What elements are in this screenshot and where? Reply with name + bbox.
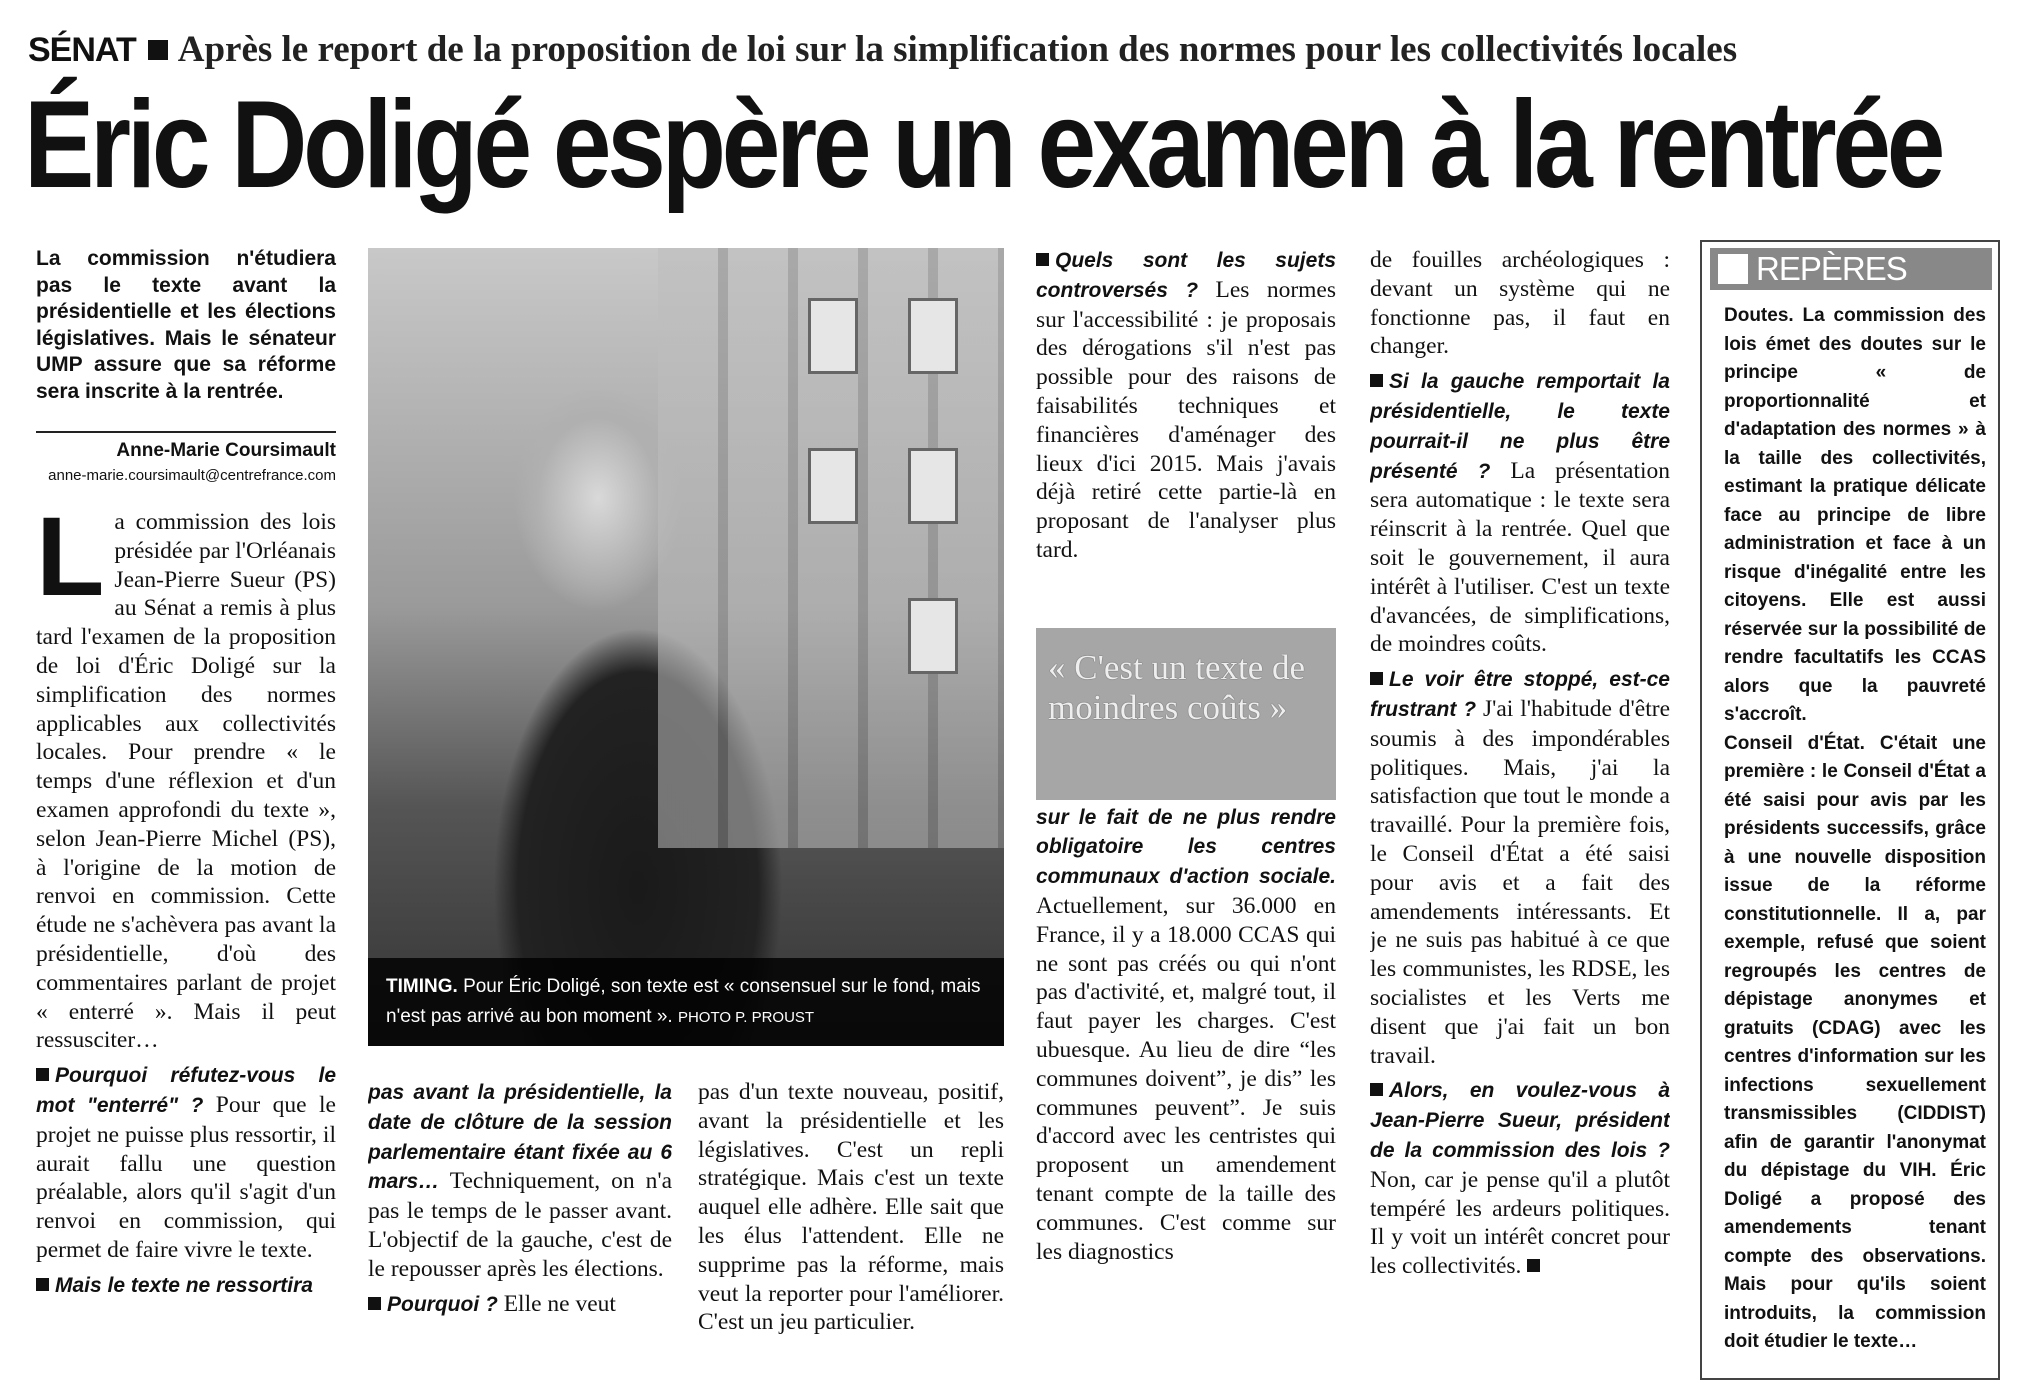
question: Mais le texte ne ressortira xyxy=(55,1273,313,1297)
column-2 xyxy=(368,1078,672,1384)
question-block xyxy=(1370,665,1670,1070)
bullet-square-icon xyxy=(1370,1083,1383,1096)
reperes-box xyxy=(1700,240,2000,1380)
question-block xyxy=(1370,1076,1670,1281)
question: Pourquoi ? xyxy=(387,1292,498,1316)
answer: Actuellement, sur 36.000 en France, il y a 18.000 CCAS qui ne sont pas créés ou qui n'ont pas d'activité, et, malgré tout, il faut payer les charges. C'est ubuesque. Au lieu de dire “les communes doivent”, je dis” les communes peuvent”. Je suis d'accord avec les centristes qui proposent un amendement tenant compte de la taille des communes. C'est comme sur les diagnostics xyxy=(1036,892,1336,1265)
question: Le voir être stoppé, est-ce frustrant ? xyxy=(1370,668,1670,721)
reperes-header xyxy=(1710,248,1992,290)
photo-window xyxy=(808,448,858,524)
reperes-text: La commission des lois émet des doutes sur le principe « de proportionnalité et d'adaptation des normes » à la taille des collectivités, estimant la pratique délicate face au principe de libre administration et face à un risque d'inégalité entre les citoyens. Elle est aussi réservée sur la possibilité de rendre facultatifs les CCAS alors que la pauvreté s'accroît. xyxy=(1724,305,1986,725)
white-square-icon xyxy=(1718,254,1748,284)
answer: La présentation sera automatique : le texte sera réinscrit à la rentrée. Quel que soit le gouvernement, il aura intérêt à l'utiliser. C'est un texte d'avancées, de simplifications, de moindres coûts. xyxy=(1370,457,1670,658)
author-divider xyxy=(36,431,336,433)
reperes-body xyxy=(1724,302,1986,1372)
chapeau: La commission n'étudiera pas le texte avant la présidentielle et les élections législatives. Mais le sénateur UMP assure que sa réforme sera inscrite à la rentrée. xyxy=(36,247,336,403)
answer: de fouilles archéologiques : devant un système qui ne fonctionne pas, il faut en changer. xyxy=(1370,247,1670,360)
reperes-text: C'était une première : le Conseil d'État a été saisi pour avis par les présidents successifs, grâce à une nouvelle disposition issue de la réforme constitutionnelle. Il a, par exemple, refusé que soient regroupés les centres de dépistage anonymes et gratuits (CDAG) avec les centres d'information sur les infections sexuellement transmissibles (CIDDIST) afin de garantir l'anonymat du dépistage du VIH. Éric Doligé a proposé des amendements tenant compte des observations. Mais pour qu'ils soient introduits, la commission doit étudier le texte… xyxy=(1724,732,1986,1352)
bullet-square-icon xyxy=(1370,374,1383,387)
author-email: anne-marie.coursimault@centrefrance.com xyxy=(48,467,336,484)
photo-window xyxy=(908,298,958,374)
reperes-label: Doutes. xyxy=(1724,305,1794,326)
photo-caption xyxy=(368,958,1004,1046)
column-3 xyxy=(698,1078,1004,1384)
question-block xyxy=(368,1290,672,1320)
kicker-text: Après le report de la proposition de loi sur la simplification des normes pour les collectivités locales xyxy=(177,29,1738,70)
caption-label: TIMING. xyxy=(386,976,458,997)
caption-text: Pour Éric Doligé, son texte est « consensuel sur le fond, mais n'est pas arrivé au bon moment ». xyxy=(386,976,981,1027)
answer: Les normes sur l'accessibilité : je proposais des dérogations s'il n'est pas possible pour des raisons de faisabilités techniques et financières d'aménager des lieux d'ici 2015. Mais j'avais déjà retiré cette partie-là en proposant de l'analyser plus tard. xyxy=(1036,276,1336,563)
question: pas avant la présidentielle, la date de clôture de la session parlementaire étant fixée au 6 mars… xyxy=(368,1081,672,1194)
answer: Techniquement, on n'a pas le temps de le passer avant. L'objectif de la gauche, c'est de le repousser après les élections. xyxy=(368,1168,672,1282)
column-5 xyxy=(1370,246,1670,1384)
reperes-label: Conseil d'État. xyxy=(1724,732,1865,754)
bullet-square-icon xyxy=(148,40,168,60)
question-block xyxy=(1036,773,1336,1267)
answer: Non, car je pense qu'il a plutôt tempéré les ardeurs politiques. Il y voit un intérêt concret pour les collectivités. xyxy=(1370,1166,1670,1280)
question: sur le fait de ne plus rendre obligatoire les centres communaux d'action sociale. xyxy=(1036,805,1336,889)
end-mark-icon xyxy=(1527,1259,1540,1272)
bullet-square-icon xyxy=(36,1278,49,1291)
photo-window xyxy=(808,298,858,374)
pull-quote: « C'est un texte de moindres coûts » xyxy=(1036,628,1336,800)
photo-window xyxy=(908,598,958,674)
bullet-square-icon xyxy=(1036,253,1049,266)
column-4 xyxy=(1036,246,1336,1384)
lead-paragraph: La commission des lois présidée par l'Orléanais Jean-Pierre Sueur (PS) au Sénat a remis à plus tard l'examen de la proposition de loi d'Éric Doligé sur la simplification des normes applicables aux collectivités locales. Pour prendre « le temps d'une réflexion et d'un examen approfondi du texte », selon Jean-Pierre Michel (PS), à l'origine de la motion de renvoi en commission. Cette étude ne s'achèvera pas avant la présidentielle, d'où des commentaires parlant de projet « enterré ». Mais il peut ressusciter… xyxy=(36,508,336,1054)
question-block xyxy=(1370,367,1670,659)
answer: Elle ne veut xyxy=(503,1290,616,1317)
question-block xyxy=(36,1061,336,1265)
bullet-square-icon xyxy=(1370,672,1383,685)
question-block xyxy=(36,1271,336,1301)
section-label: SÉNAT xyxy=(28,31,136,69)
answer: J'ai l'habitude d'être soumis à des impondérables politiques. Mais, j'ai la satisfaction que tout le monde a travaillé. Pour la première fois, le Conseil d'État a été saisi pour avis et a fait des amendements intéressants. Et je ne suis pas habitué à ce que les communistes, les RDSE, les socialistes et les Verts me disent que j'ai fait un bon travail. xyxy=(1370,695,1670,1069)
column-1 xyxy=(36,508,336,1384)
question: Quels sont les sujets controversés ? xyxy=(1036,249,1336,302)
reperes-title: REPÈRES xyxy=(1756,250,1907,287)
photo-window xyxy=(908,448,958,524)
author-name: Anne-Marie Coursimault xyxy=(116,440,336,461)
photo-credit: PHOTO P. PROUST xyxy=(677,1009,815,1026)
bullet-square-icon xyxy=(368,1297,381,1310)
question: Si la gauche remportait la présidentielle, le texte pourrait-il ne plus être présenté ? xyxy=(1370,370,1670,483)
answer: pas d'un texte nouveau, positif, avant la présidentielle et les législatives. C'est un repli stratégique. Mais c'est un texte auquel elle adhère. Elle sait que les élus l'attendent. Elle ne supprime pas la réforme, mais veut la reporter pour l'améliorer. C'est un jeu particulier. xyxy=(698,1079,1004,1336)
question-block xyxy=(1036,246,1336,565)
photo xyxy=(368,248,1004,1046)
question: Pourquoi réfutez-vous le mot "enterré" ? xyxy=(36,1064,336,1117)
drop-cap: L xyxy=(36,508,105,619)
question: Alors, en voulez-vous à Jean-Pierre Sueur, président de la commission des lois ? xyxy=(1370,1079,1670,1162)
bullet-square-icon xyxy=(36,1068,49,1081)
question-block xyxy=(368,1078,672,1284)
reperes-item xyxy=(1724,730,1986,1357)
reperes-item xyxy=(1724,302,1986,730)
headline: Éric Doligé espère un examen à la rentrée xyxy=(24,76,1942,214)
answer: Pour que le projet ne puisse plus ressortir, il aurait fallu une question préalable, alors qu'il s'agit d'un renvoi en commission, qui permet de faire vivre le texte. xyxy=(36,1091,336,1263)
